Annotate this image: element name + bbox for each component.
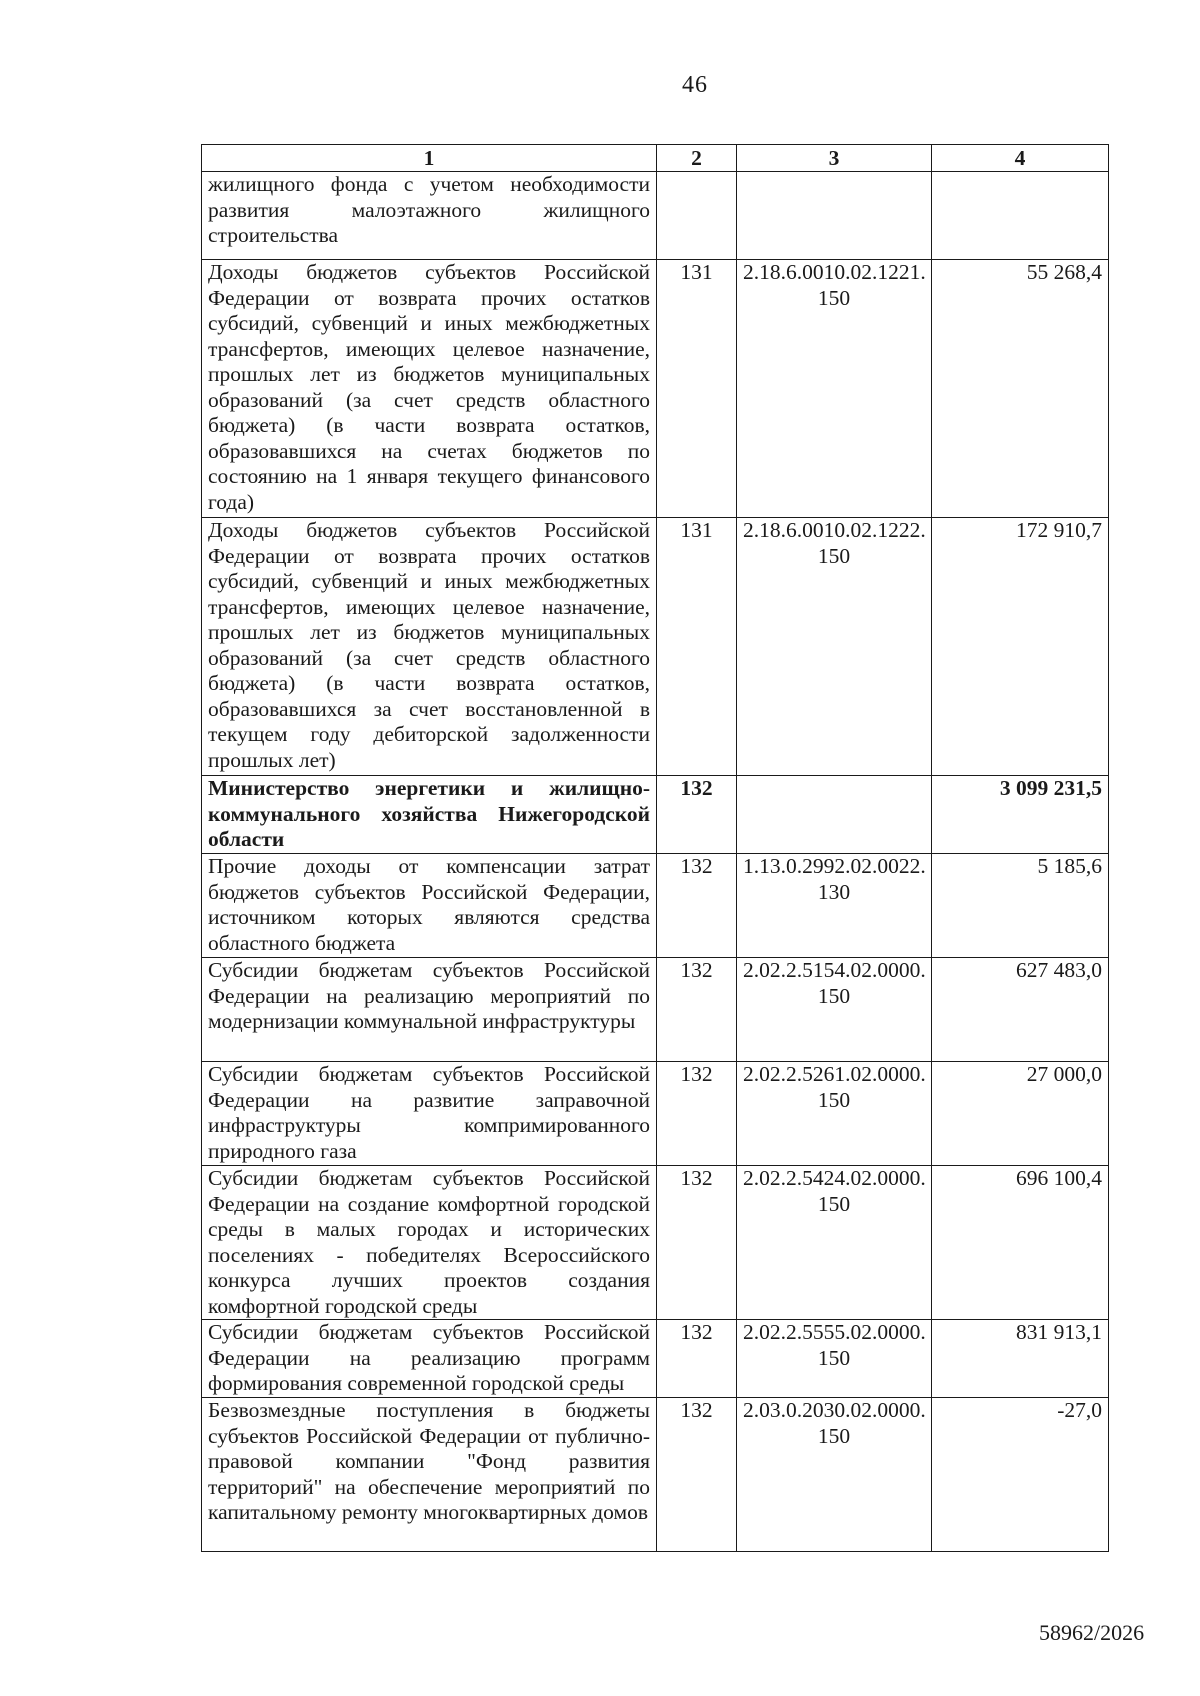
row-description: жилищного фонда с учетом необходимости развития малоэтажного жилищного строительства bbox=[202, 172, 657, 260]
header-col-1: 1 bbox=[202, 145, 657, 172]
budget-revenue-table bbox=[201, 144, 1109, 1552]
row-budget-code: 2.02.2.5555.02.0000. 150 bbox=[737, 1320, 932, 1398]
row-budget-code bbox=[737, 172, 932, 260]
row-amount: 696 100,4 bbox=[932, 1166, 1109, 1320]
row-amount: 27 000,0 bbox=[932, 1062, 1109, 1166]
header-col-2: 2 bbox=[657, 145, 737, 172]
row-description: Безвозмездные поступления в бюджеты субъектов Российской Федерации от публично-правовой компании "Фонд развития территорий" на обеспечение мероприятий по капитальному ремонту многоквартирных домов bbox=[202, 1398, 657, 1552]
row-amount: 55 268,4 bbox=[932, 260, 1109, 518]
row-budget-code: 2.18.6.0010.02.1221. 150 bbox=[737, 260, 932, 518]
row-budget-code: 2.02.2.5154.02.0000. 150 bbox=[737, 958, 932, 1062]
row-budget-code: 2.02.2.5424.02.0000. 150 bbox=[737, 1166, 932, 1320]
row-admin-code: 132 bbox=[657, 1320, 737, 1398]
row-amount: 831 913,1 bbox=[932, 1320, 1109, 1398]
table-header-row bbox=[202, 145, 1109, 172]
table-row bbox=[202, 1320, 1109, 1398]
table-row bbox=[202, 776, 1109, 854]
row-admin-code: 131 bbox=[657, 260, 737, 518]
row-description: Доходы бюджетов субъектов Российской Федерации от возврата прочих остатков субсидий, субвенций и иных межбюджетных трансфертов, имеющих целевое назначение, прошлых лет из бюджетов муниципальных образований (за счет средств областного бюджета) (в части возврата остатков, образовавшихся за счет восстановленной в текущем году дебиторской задолженности прошлых лет) bbox=[202, 518, 657, 776]
row-admin-code: 132 bbox=[657, 1062, 737, 1166]
row-amount: 627 483,0 bbox=[932, 958, 1109, 1062]
document-registration-number: 58962/2026 bbox=[1039, 1620, 1145, 1645]
table-body bbox=[202, 172, 1109, 1552]
row-budget-code: 2.02.2.5261.02.0000. 150 bbox=[737, 1062, 932, 1166]
row-description: Субсидии бюджетам субъектов Российской Федерации на развитие заправочной инфраструктуры компримированного природного газа bbox=[202, 1062, 657, 1166]
row-amount: 172 910,7 bbox=[932, 518, 1109, 776]
row-amount: -27,0 bbox=[932, 1398, 1109, 1552]
row-admin-code: 132 bbox=[657, 776, 737, 854]
table-row bbox=[202, 1398, 1109, 1552]
row-admin-code: 132 bbox=[657, 1166, 737, 1320]
row-description: Министерство энергетики и жилищно-коммунального хозяйства Нижегородской области bbox=[202, 776, 657, 854]
header-col-4: 4 bbox=[932, 145, 1109, 172]
header-col-3: 3 bbox=[737, 145, 932, 172]
row-description: Субсидии бюджетам субъектов Российской Федерации на реализацию программ формирования современной городской среды bbox=[202, 1320, 657, 1398]
page-number: 46 bbox=[682, 72, 708, 98]
row-budget-code: 2.03.0.2030.02.0000. 150 bbox=[737, 1398, 932, 1552]
row-description: Прочие доходы от компенсации затрат бюджетов субъектов Российской Федерации, источником которых являются средства областного бюджета bbox=[202, 854, 657, 958]
table-row bbox=[202, 518, 1109, 776]
table-row bbox=[202, 1166, 1109, 1320]
table-row bbox=[202, 1062, 1109, 1166]
table-row bbox=[202, 260, 1109, 518]
row-description: Субсидии бюджетам субъектов Российской Федерации на создание комфортной городской среды в малых городах и исторических поселениях - победителях Всероссийского конкурса лучших проектов создания комфортной городской среды bbox=[202, 1166, 657, 1320]
row-admin-code: 131 bbox=[657, 518, 737, 776]
row-admin-code: 132 bbox=[657, 958, 737, 1062]
row-admin-code: 132 bbox=[657, 854, 737, 958]
table-row bbox=[202, 958, 1109, 1062]
row-description: Субсидии бюджетам субъектов Российской Федерации на реализацию мероприятий по модернизации коммунальной инфраструктуры bbox=[202, 958, 657, 1062]
row-budget-code: 1.13.0.2992.02.0022. 130 bbox=[737, 854, 932, 958]
row-admin-code: 132 bbox=[657, 1398, 737, 1552]
row-amount bbox=[932, 172, 1109, 260]
table-row bbox=[202, 172, 1109, 260]
row-description: Доходы бюджетов субъектов Российской Федерации от возврата прочих остатков субсидий, субвенций и иных межбюджетных трансфертов, имеющих целевое назначение, прошлых лет из бюджетов муниципальных образований (за счет средств областного бюджета) (в части возврата остатков, образовавшихся на счетах бюджетов по состоянию на 1 января текущего финансового года) bbox=[202, 260, 657, 518]
row-budget-code: 2.18.6.0010.02.1222. 150 bbox=[737, 518, 932, 776]
table-row bbox=[202, 854, 1109, 958]
row-admin-code bbox=[657, 172, 737, 260]
row-amount: 3 099 231,5 bbox=[932, 776, 1109, 854]
row-amount: 5 185,6 bbox=[932, 854, 1109, 958]
row-budget-code bbox=[737, 776, 932, 854]
